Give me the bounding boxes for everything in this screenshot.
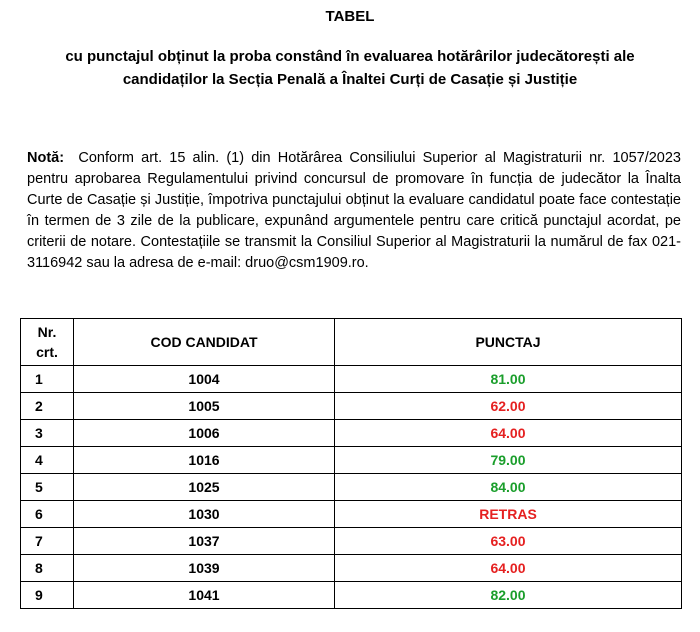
cell-nr: 4 <box>21 447 74 474</box>
cell-punctaj: 64.00 <box>335 420 682 447</box>
table-row <box>21 447 682 474</box>
cell-cod-candidat: 1030 <box>74 501 335 528</box>
header-punctaj: PUNCTAJ <box>335 319 682 366</box>
cell-punctaj: RETRAS <box>335 501 682 528</box>
cell-nr: 1 <box>21 366 74 393</box>
cell-cod-candidat: 1025 <box>74 474 335 501</box>
header-nr-crt <box>21 319 74 366</box>
table-row <box>21 582 682 609</box>
table-row <box>21 393 682 420</box>
document-title: TABEL <box>325 8 375 25</box>
cell-punctaj: 79.00 <box>335 447 682 474</box>
cell-nr: 5 <box>21 474 74 501</box>
table-row <box>21 528 682 555</box>
table-header-row <box>21 319 682 366</box>
cell-nr: 8 <box>21 555 74 582</box>
table-row <box>21 501 682 528</box>
subtitle-line-2: candidaților la Secția Penală a Înaltei Curți de Casație și Justiție <box>122 71 578 88</box>
note-paragraph <box>27 148 681 274</box>
table-row <box>21 474 682 501</box>
subtitle-line-1: cu punctajul obținut la proba constând în evaluarea hotărârilor judecătorești ale <box>65 48 635 65</box>
cell-nr: 3 <box>21 420 74 447</box>
cell-cod-candidat: 1006 <box>74 420 335 447</box>
header-nr-line1: Nr. <box>37 324 57 340</box>
cell-cod-candidat: 1037 <box>74 528 335 555</box>
cell-cod-candidat: 1004 <box>74 366 335 393</box>
cell-cod-candidat: 1005 <box>74 393 335 420</box>
table-row <box>21 555 682 582</box>
cell-punctaj: 84.00 <box>335 474 682 501</box>
table-body <box>21 366 682 609</box>
cell-nr: 2 <box>21 393 74 420</box>
cell-nr: 6 <box>21 501 74 528</box>
table-row <box>21 366 682 393</box>
results-table <box>20 318 682 609</box>
cell-punctaj: 62.00 <box>335 393 682 420</box>
cell-cod-candidat: 1039 <box>74 555 335 582</box>
header-cod-candidat: COD CANDIDAT <box>74 319 335 366</box>
table-row <box>21 420 682 447</box>
note-label: Notă: <box>27 150 65 166</box>
cell-punctaj: 63.00 <box>335 528 682 555</box>
note-text: Conform art. 15 alin. (1) din Hotărârea Consiliului Superior al Magistraturii nr. 1057/2023 pentru aprobarea Regulamentului privind concursul de promovare în funcția de judecător la Înalta Curte de Casație și Justiție, împotriva punctajului obținut la evaluare candidatul poate face contestație în termen de 3 zile de la publicare, expunând argumentele pentru care critică punctajul acordat, pe criterii de notare. Contestațiile se transmit la Consiliul Superior al Magistraturii la numărul de fax 021-3116942 sau la adresa de e-mail: druo@csm1909.ro. <box>27 150 681 271</box>
cell-nr: 7 <box>21 528 74 555</box>
cell-punctaj: 64.00 <box>335 555 682 582</box>
document-subtitle <box>25 45 675 91</box>
cell-cod-candidat: 1016 <box>74 447 335 474</box>
cell-punctaj: 81.00 <box>335 366 682 393</box>
cell-cod-candidat: 1041 <box>74 582 335 609</box>
cell-nr: 9 <box>21 582 74 609</box>
header-nr-line2: crt. <box>36 344 58 360</box>
cell-punctaj: 82.00 <box>335 582 682 609</box>
